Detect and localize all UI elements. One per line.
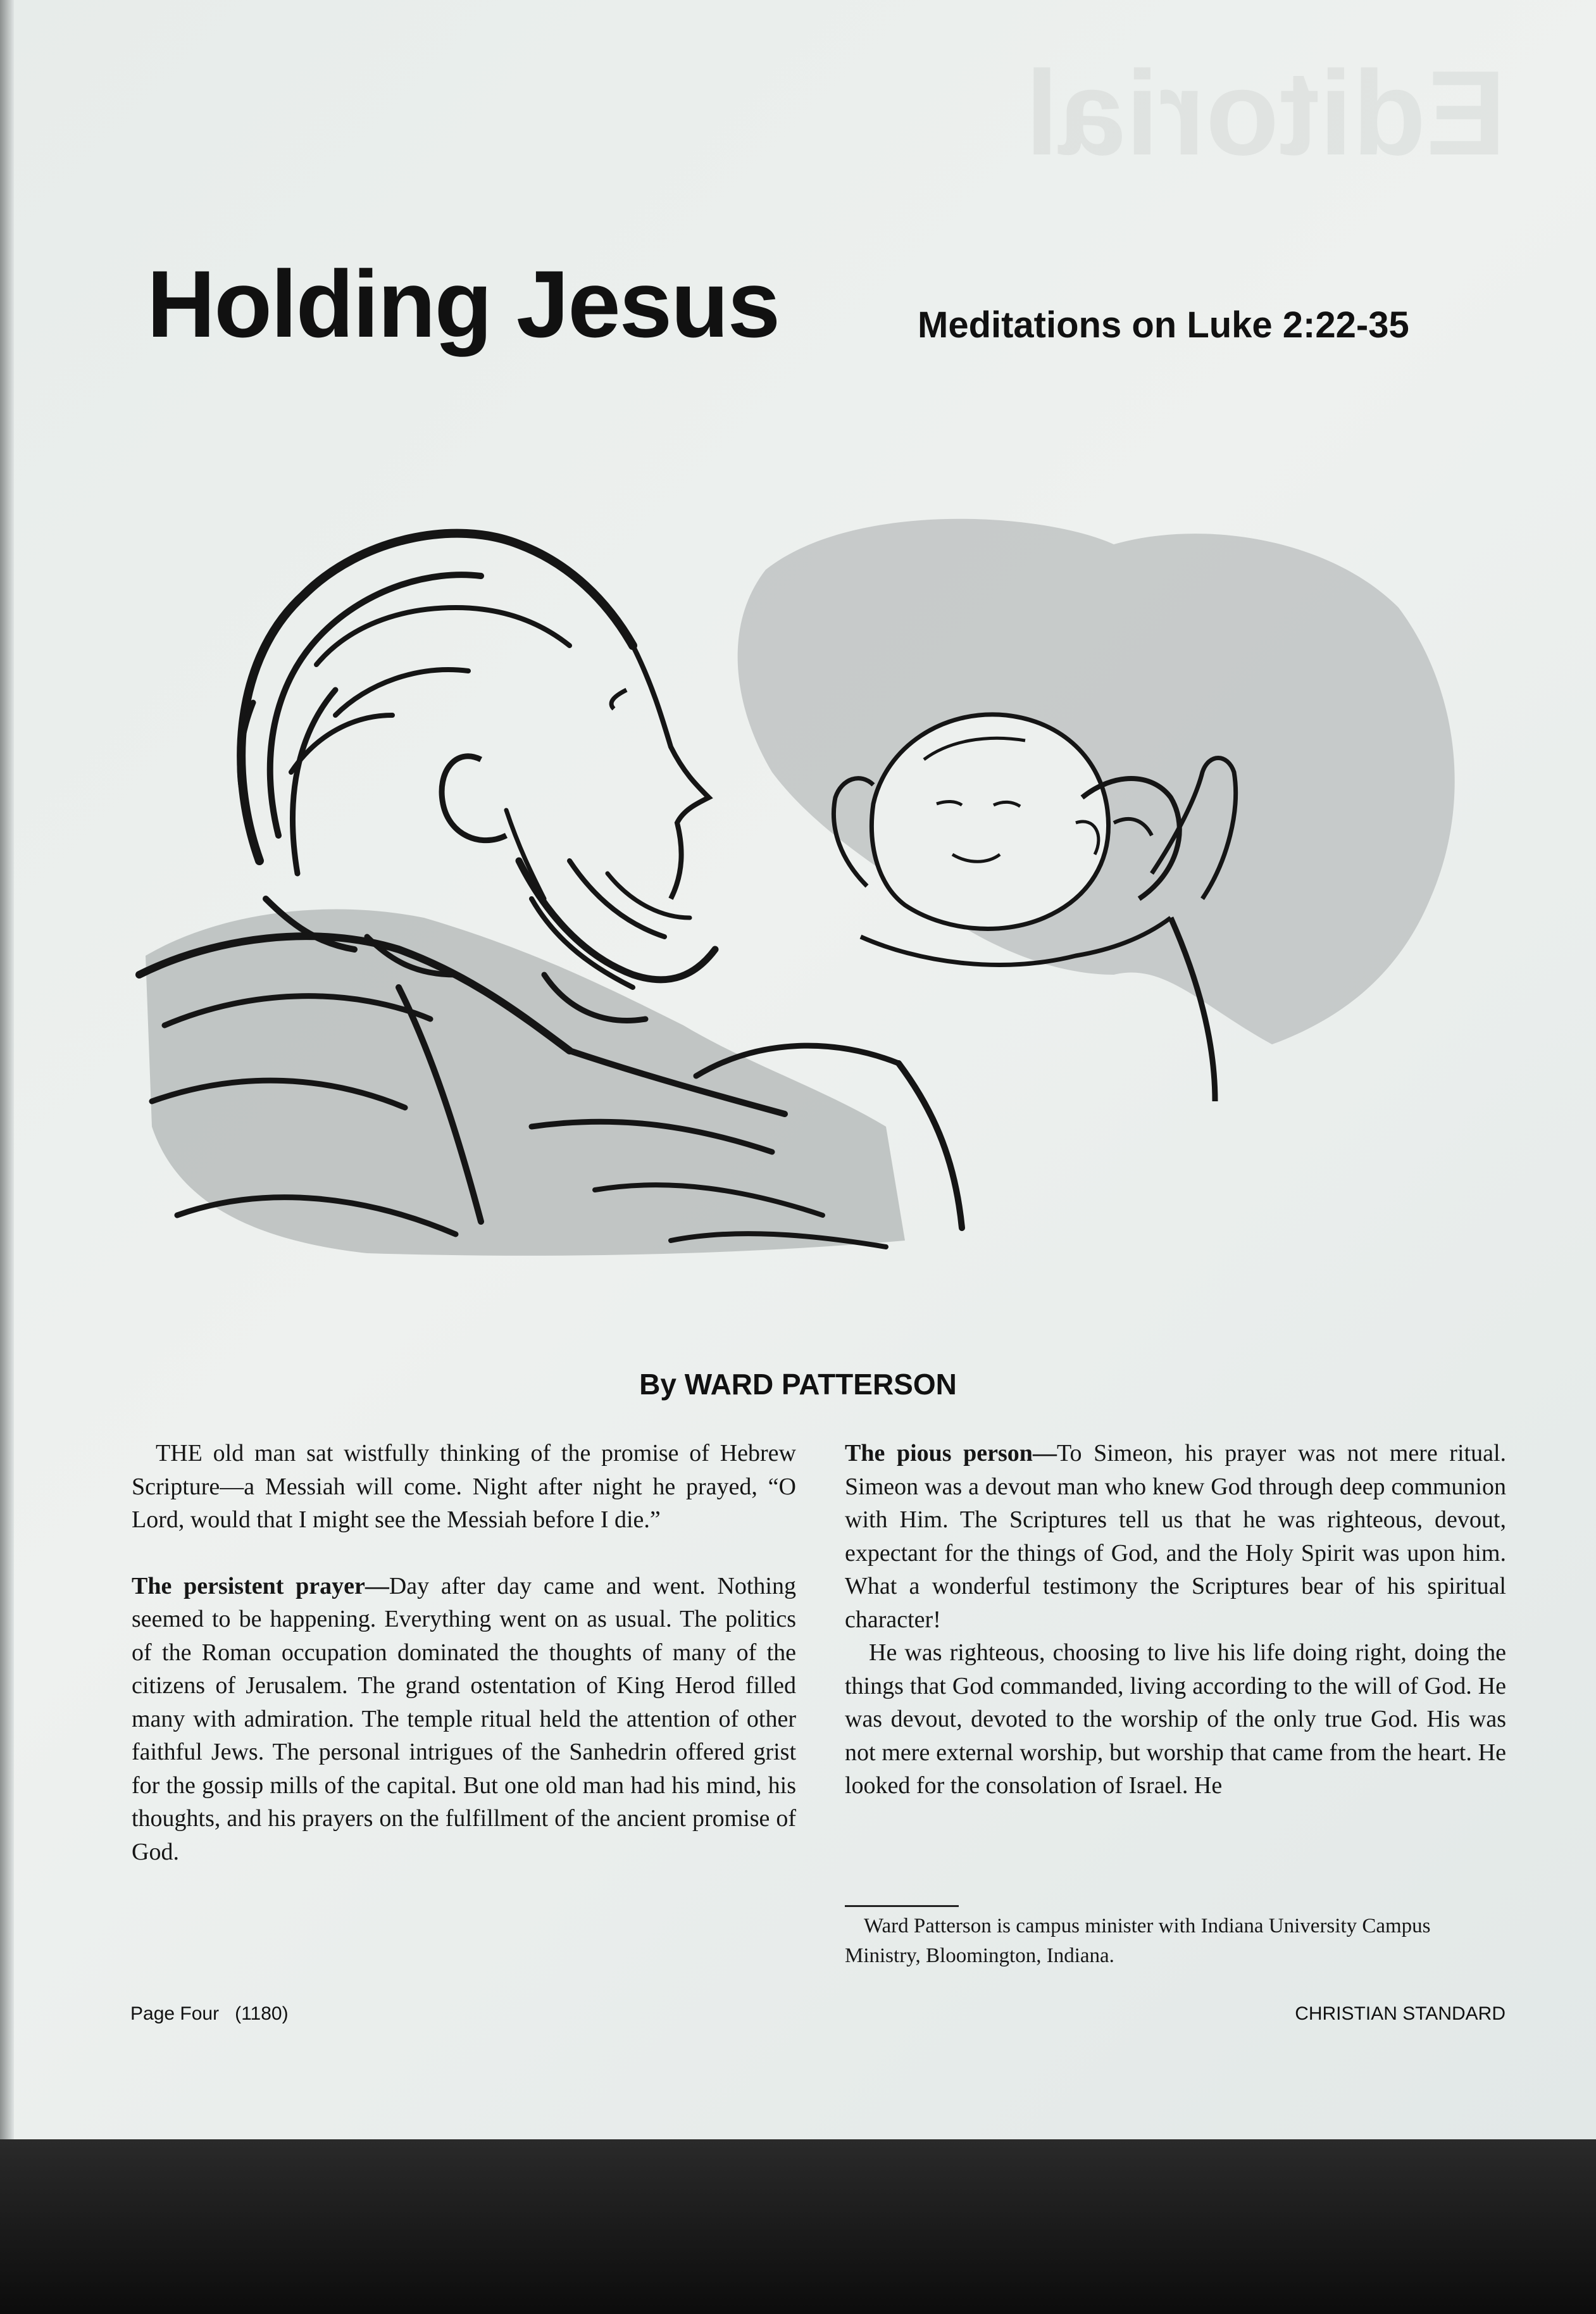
publication-name-footer: CHRISTIAN STANDARD <box>1295 2003 1506 2024</box>
persistent-prayer-text: Day after day came and went. Nothing seemed to be happening. Everything went on as usual. The politics of the Roman occupation dominated the thoughts of many of the citizens of Jerusalem. The grand ostentation of King Herod filled many with admiration. The temple ritual held the attention of other faithful Jews. The personal intrigues of the Sanhedrin offered grist for the gossip mills of the capital. But one old man had his mind, his thoughts, and his prayers on the fulfillment of the ancient promise of God. <box>132 1572 796 1865</box>
righteous-paragraph: He was righteous, choosing to live his life doing right, doing the things that God commanded, living according to the will of God. He was devout, devoted to the worship of the only true God. His was not mere external worship, but worship that came from the heart. He looked for the consolation of Israel. He <box>845 1639 1506 1799</box>
article-subtitle: Meditations on Luke 2:22-35 <box>918 304 1409 346</box>
simeon-holding-jesus-illustration <box>127 418 1519 1329</box>
footnote-rule <box>845 1905 959 1907</box>
page-number-footer: Page Four (1180) <box>130 2003 289 2024</box>
pious-person-paragraph <box>845 1437 1506 1636</box>
page-edge-shadow <box>0 0 14 2139</box>
article-title: Holding Jesus <box>147 251 780 357</box>
author-footnote <box>845 1911 1506 1971</box>
section-heading-pious-person: The pious person— <box>845 1440 1057 1467</box>
pious-person-text: To Simeon, his prayer was not mere ritual. Simeon was a devout man who knew God through deep communion with Him. The Scriptures tell us that he was righteous, devout, expectant for the things of God, and the Holy Spirit was upon him. What a wonderful testimony the Scriptures bear of his spiritual character! <box>845 1440 1506 1633</box>
left-column <box>132 1437 796 1868</box>
bleed-through-text: Editorial <box>1025 46 1506 180</box>
persistent-prayer-paragraph <box>132 1570 796 1869</box>
author-note-text: Ward Patterson is campus minister with Indiana University Campus Ministry, Bloomington, Indiana. <box>845 1915 1431 1967</box>
section-heading-persistent-prayer: The persistent prayer— <box>132 1572 389 1599</box>
background-surface <box>0 2139 1596 2314</box>
intro-paragraph: THE old man sat wistfully thinking of the promise of Hebrew Scripture—a Messiah will come. Night after night he prayed, “O Lord, would that I might see the Messiah before I die.” <box>132 1440 796 1533</box>
right-column <box>845 1437 1506 1803</box>
byline: By WARD PATTERSON <box>639 1368 957 1401</box>
